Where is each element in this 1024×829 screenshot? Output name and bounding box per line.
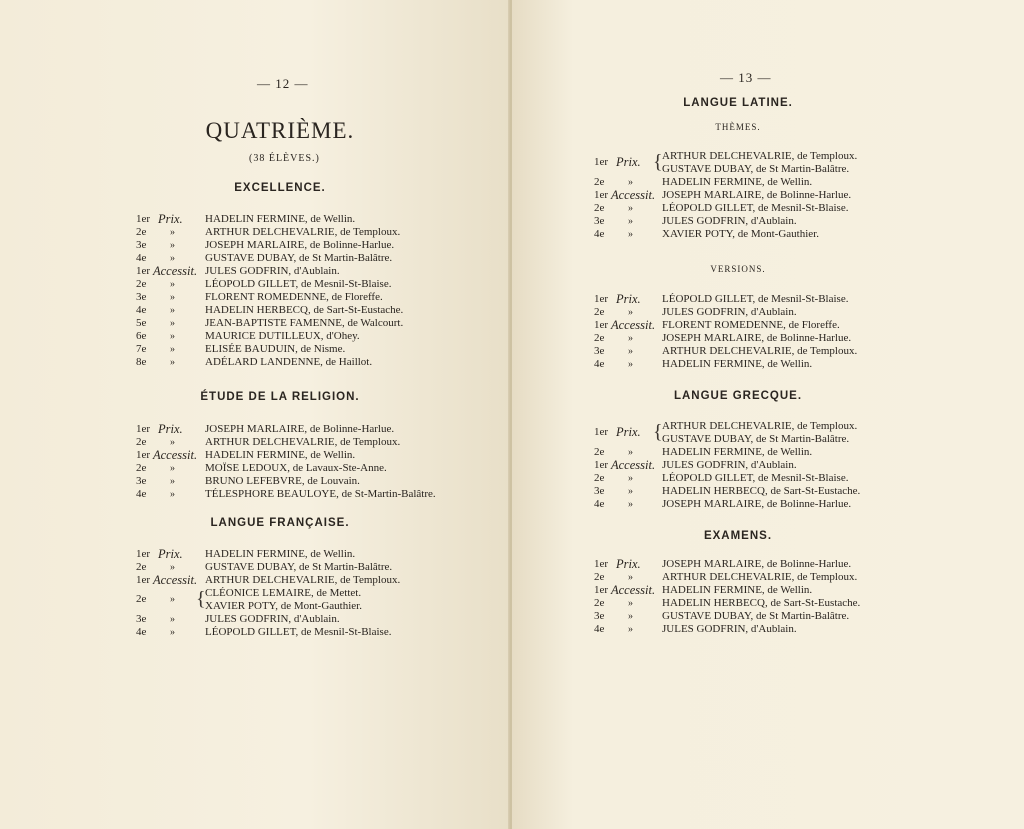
student-name: JOSEPH MARLAIRE, de Bolinne-Harlue.: [205, 423, 395, 435]
rank-label: 2e: [594, 472, 605, 484]
award-label: »: [170, 305, 175, 316]
student-name: JEAN-BAPTISTE FAMENNE, de Walcourt.: [205, 317, 404, 329]
student-name: HADELIN HERBECQ, de Sart-St-Eustache.: [662, 485, 861, 497]
award-label: »: [628, 346, 633, 357]
page-number-right: — 13 —: [720, 70, 772, 85]
award-label: »: [170, 463, 175, 474]
rank-label: 2e: [136, 593, 147, 605]
section-heading: EXCELLENCE.: [234, 182, 326, 194]
rank-label: 2e: [594, 571, 605, 583]
award-label: »: [628, 229, 633, 240]
award-label: »: [628, 359, 633, 370]
rank-label: 2e: [594, 176, 605, 188]
rank-label: 2e: [594, 306, 605, 318]
award-label: »: [170, 614, 175, 625]
rank-label: 4e: [136, 304, 147, 316]
award-label: »: [628, 499, 633, 510]
award-label: »: [628, 598, 633, 609]
rank-label: 3e: [594, 610, 605, 622]
section-subheading: VERSIONS.: [710, 264, 766, 274]
rank-label: 1er: [594, 459, 609, 471]
award-label: »: [170, 331, 175, 342]
award-label: »: [628, 624, 633, 635]
rank-label: 2e: [594, 597, 605, 609]
student-name: XAVIER POTY, de Mont-Gauthier.: [205, 600, 362, 612]
rank-label: 1er: [136, 265, 151, 277]
rank-label: 4e: [594, 358, 605, 370]
page-number-left: — 12 —: [257, 76, 309, 91]
award-label: »: [170, 489, 175, 500]
rank-label: 4e: [594, 623, 605, 635]
student-name: HADELIN FERMINE, de Wellin.: [662, 584, 813, 596]
student-name: MAURICE DUTILLEUX, d'Ohey.: [205, 330, 360, 342]
rank-label: 7e: [136, 343, 147, 355]
student-name: JOSEPH MARLAIRE, de Bolinne-Harlue.: [662, 189, 852, 201]
award-label: »: [628, 333, 633, 344]
award-label: »: [170, 594, 175, 605]
award-label: »: [170, 292, 175, 303]
student-name: ARTHUR DELCHEVALRIE, de Temploux.: [662, 420, 858, 432]
rank-label: 2e: [136, 561, 147, 573]
rank-label: 3e: [594, 345, 605, 357]
rank-label: 4e: [594, 498, 605, 510]
award-label: »: [170, 318, 175, 329]
student-name: HADELIN HERBECQ, de Sart-St-Eustache.: [205, 304, 404, 316]
rank-label: 3e: [594, 215, 605, 227]
student-name: HADELIN FERMINE, de Wellin.: [205, 213, 356, 225]
award-label: »: [170, 344, 175, 355]
student-name: LÉOPOLD GILLET, de Mesnil-St-Blaise.: [205, 278, 392, 290]
section-heading: LANGUE LATINE.: [683, 97, 793, 109]
student-name: JULES GODFRIN, d'Aublain.: [662, 623, 797, 635]
rank-label: 1er: [136, 423, 151, 435]
student-name: GUSTAVE DUBAY, de St Martin-Balâtre.: [205, 561, 393, 573]
student-name: HADELIN FERMINE, de Wellin.: [662, 358, 813, 370]
student-name: JULES GODFRIN, d'Aublain.: [662, 459, 797, 471]
rank-label: 1er: [136, 574, 151, 586]
student-name: GUSTAVE DUBAY, de St Martin-Balâtre.: [662, 433, 850, 445]
award-label: »: [170, 437, 175, 448]
rank-label: 3e: [136, 613, 147, 625]
award-label: »: [170, 253, 175, 264]
rank-label: 1er: [594, 426, 609, 438]
brace-glyph: {: [196, 588, 206, 610]
rank-label: 4e: [136, 626, 147, 638]
award-label: Accessit.: [611, 458, 656, 472]
student-name: JULES GODFRIN, d'Aublain.: [205, 265, 340, 277]
rank-label: 2e: [136, 436, 147, 448]
rank-label: 8e: [136, 356, 147, 368]
student-name: JULES GODFRIN, d'Aublain.: [205, 613, 340, 625]
rank-label: 2e: [136, 226, 147, 238]
section-heading: EXAMENS.: [703, 530, 773, 542]
rank-label: 3e: [594, 485, 605, 497]
award-label: »: [170, 562, 175, 573]
rank-label: 2e: [594, 446, 605, 458]
award-label: »: [170, 627, 175, 638]
award-label: Accessit.: [153, 264, 198, 278]
award-label: »: [628, 216, 633, 227]
section-heading: ÉTUDE DE LA RELIGION.: [200, 391, 360, 403]
award-label: Prix.: [616, 292, 641, 306]
award-label: Prix.: [616, 155, 641, 169]
student-name: XAVIER POTY, de Mont-Gauthier.: [662, 228, 819, 240]
student-name: LÉOPOLD GILLET, de Mesnil-St-Blaise.: [205, 626, 392, 638]
award-label: »: [170, 279, 175, 290]
student-name: HADELIN FERMINE, de Wellin.: [662, 176, 813, 188]
student-name: ARTHUR DELCHEVALRIE, de Temploux.: [205, 226, 401, 238]
rank-label: 4e: [594, 228, 605, 240]
student-name: MOÏSE LEDOUX, de Lavaux-Ste-Anne.: [205, 462, 387, 474]
rank-label: 4e: [136, 488, 147, 500]
award-label: »: [628, 447, 633, 458]
student-name: ARTHUR DELCHEVALRIE, de Temploux.: [662, 150, 858, 162]
rank-label: 1er: [136, 213, 151, 225]
rank-label: 2e: [594, 332, 605, 344]
award-label: Prix.: [158, 212, 183, 226]
award-label: »: [170, 240, 175, 251]
award-label: Accessit.: [153, 448, 198, 462]
rank-label: 3e: [136, 239, 147, 251]
award-label: Prix.: [616, 557, 641, 571]
award-label: »: [628, 572, 633, 583]
rank-label: 2e: [136, 462, 147, 474]
section-heading: LANGUE GRECQUE.: [673, 390, 803, 402]
award-label: »: [628, 307, 633, 318]
rank-label: 3e: [136, 291, 147, 303]
student-name: JOSEPH MARLAIRE, de Bolinne-Harlue.: [205, 239, 395, 251]
rank-label: 5e: [136, 317, 147, 329]
award-label: »: [170, 357, 175, 368]
award-label: Prix.: [616, 425, 641, 439]
rank-label: 1er: [594, 156, 609, 168]
rank-label: 1er: [136, 449, 151, 461]
student-name: ADÉLARD LANDENNE, de Haillot.: [205, 356, 373, 368]
student-name: FLORENT ROMEDENNE, de Floreffe.: [205, 291, 383, 303]
student-name: LÉOPOLD GILLET, de Mesnil-St-Blaise.: [662, 202, 849, 214]
award-label: »: [628, 486, 633, 497]
award-label: »: [628, 177, 633, 188]
student-name: ARTHUR DELCHEVALRIE, de Temploux.: [205, 574, 401, 586]
student-name: LÉOPOLD GILLET, de Mesnil-St-Blaise.: [662, 472, 849, 484]
student-name: HADELIN HERBECQ, de Sart-St-Eustache.: [662, 597, 861, 609]
award-label: Prix.: [158, 422, 183, 436]
student-name: TÉLESPHORE BEAULOYE, de St-Martin-Balâtre.: [205, 488, 436, 500]
student-name: JULES GODFRIN, d'Aublain.: [662, 306, 797, 318]
rank-label: 6e: [136, 330, 147, 342]
student-name: JULES GODFRIN, d'Aublain.: [662, 215, 797, 227]
rank-label: 3e: [136, 475, 147, 487]
award-label: »: [170, 227, 175, 238]
brace-glyph: {: [653, 421, 663, 443]
award-label: »: [628, 203, 633, 214]
rank-label: 1er: [594, 558, 609, 570]
student-name: HADELIN FERMINE, de Wellin.: [662, 446, 813, 458]
award-label: »: [170, 476, 175, 487]
student-name: HADELIN FERMINE, de Wellin.: [205, 449, 356, 461]
student-name: GUSTAVE DUBAY, de St Martin-Balâtre.: [662, 610, 850, 622]
rank-label: 1er: [594, 189, 609, 201]
rank-label: 2e: [594, 202, 605, 214]
student-count: (38 ÉLÈVES.): [249, 153, 320, 164]
award-label: Accessit.: [153, 573, 198, 587]
student-name: ELISÉE BAUDUIN, de Nisme.: [205, 343, 346, 355]
rank-label: 1er: [136, 548, 151, 560]
student-name: GUSTAVE DUBAY, de St Martin-Balâtre.: [662, 163, 850, 175]
student-name: FLORENT ROMEDENNE, de Floreffe.: [662, 319, 840, 331]
award-label: »: [628, 473, 633, 484]
award-label: Prix.: [158, 547, 183, 561]
rank-label: 1er: [594, 319, 609, 331]
student-name: LÉOPOLD GILLET, de Mesnil-St-Blaise.: [662, 293, 849, 305]
student-name: GUSTAVE DUBAY, de St Martin-Balâtre.: [205, 252, 393, 264]
student-name: CLÉONICE LEMAIRE, de Mettet.: [205, 587, 362, 599]
student-name: ARTHUR DELCHEVALRIE, de Temploux.: [662, 571, 858, 583]
student-name: JOSEPH MARLAIRE, de Bolinne-Harlue.: [662, 558, 852, 570]
section-subheading: THÈMES.: [715, 122, 761, 132]
award-label: »: [628, 611, 633, 622]
rank-label: 1er: [594, 584, 609, 596]
rank-label: 1er: [594, 293, 609, 305]
student-name: ARTHUR DELCHEVALRIE, de Temploux.: [662, 345, 858, 357]
rank-label: 4e: [136, 252, 147, 264]
page-title: QUATRIÈME.: [205, 118, 355, 143]
award-label: Accessit.: [611, 318, 656, 332]
section-heading: LANGUE FRANÇAISE.: [210, 517, 350, 529]
student-name: BRUNO LEFEBVRE, de Louvain.: [205, 475, 360, 487]
student-name: ARTHUR DELCHEVALRIE, de Temploux.: [205, 436, 401, 448]
student-name: JOSEPH MARLAIRE, de Bolinne-Harlue.: [662, 332, 852, 344]
brace-glyph: {: [653, 151, 663, 173]
student-name: HADELIN FERMINE, de Wellin.: [205, 548, 356, 560]
award-label: Accessit.: [611, 583, 656, 597]
award-label: Accessit.: [611, 188, 656, 202]
rank-label: 2e: [136, 278, 147, 290]
student-name: JOSEPH MARLAIRE, de Bolinne-Harlue.: [662, 498, 852, 510]
